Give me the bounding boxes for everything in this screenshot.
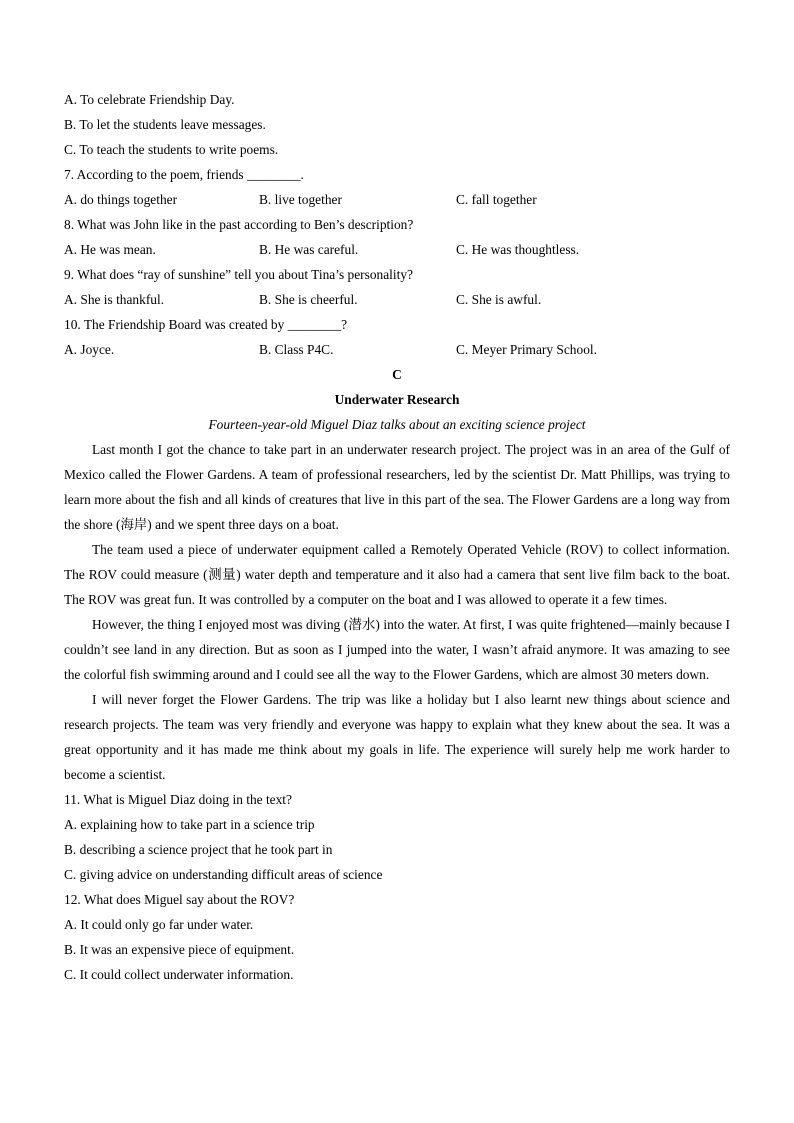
q9-option-c: C. She is awful.	[456, 292, 542, 307]
q11-option-b: B. describing a science project that he took part in	[64, 842, 333, 857]
q12-stem: 12. What does Miguel say about the ROV?	[64, 892, 295, 907]
article-paragraph-2: The team used a piece of underwater equipment called a Remotely Operated Vehicle (ROV) to collect information. The ROV could measure (测量) water depth and temperature and it also had a camera that sent live film back to the boat. The ROV was great fun. It was controlled by a computer on the boat and I was allowed to operate it a few times.	[64, 542, 730, 607]
article-paragraph-1: Last month I got the chance to take part in an underwater research project. The project was in an area of the Gulf of Mexico called the Flower Gardens. A team of professional researchers, led by the scientist Dr. Matt Phillips, was trying to learn more about the fish and all kinds of creatures that live in this part of the sea. The Flower Gardens are a long way from the shore (海岸) and we spent three days on a boat.	[64, 442, 730, 532]
q8-option-a: A. He was mean.	[64, 242, 156, 257]
q8-option-c: C. He was thoughtless.	[456, 242, 580, 257]
q10-option-a: A. Joyce.	[64, 342, 115, 357]
q9-stem: 9. What does “ray of sunshine” tell you about Tina’s personality?	[64, 267, 413, 282]
q7-option-c: C. fall together	[456, 192, 537, 207]
q12-option-a: A. It could only go far under water.	[64, 917, 254, 932]
q7-options	[64, 187, 730, 212]
q10-option-b: B. Class P4C.	[259, 342, 334, 357]
article-subtitle: Fourteen-year-old Miguel Diaz talks about an exciting science project	[208, 417, 586, 432]
q8-stem: 8. What was John like in the past according to Ben’s description?	[64, 217, 414, 232]
q11-option-a: A. explaining how to take part in a science trip	[64, 817, 315, 832]
q9-option-b: B. She is cheerful.	[259, 292, 358, 307]
q9-option-a: A. She is thankful.	[64, 292, 165, 307]
q6-option-c: C. To teach the students to write poems.	[64, 142, 279, 157]
q12-option-b: B. It was an expensive piece of equipment.	[64, 942, 295, 957]
q7-option-b: B. live together	[259, 192, 342, 207]
q8-option-b: B. He was careful.	[259, 242, 359, 257]
document-page	[64, 87, 730, 987]
article-paragraph-3: However, the thing I enjoyed most was diving (潜水) into the water. At first, I was quite frightened—mainly because I couldn’t see land in any direction. But as soon as I jumped into the water, I wasn’t afraid anymore. It was amazing to see the colorful fish swimming around and I could see all the way to the Flower Gardens, which are almost 30 meters down.	[64, 617, 730, 682]
q10-options	[64, 337, 730, 362]
q8-options	[64, 237, 730, 262]
q7-option-a: A. do things together	[64, 192, 178, 207]
q6-option-a: A. To celebrate Friendship Day.	[64, 92, 235, 107]
section-letter: C	[392, 367, 402, 382]
q10-stem: 10. The Friendship Board was created by ________?	[64, 317, 348, 332]
article-paragraph-4: I will never forget the Flower Gardens. The trip was like a holiday but I also learnt new things about science and research projects. The team was very friendly and everyone was happy to explain what they knew about the sea. It was a great opportunity and it has made me think about my goals in life. The experience will surely help me work harder to become a scientist.	[64, 692, 730, 782]
q6-option-b: B. To let the students leave messages.	[64, 117, 266, 132]
q9-options	[64, 287, 730, 312]
q11-stem: 11. What is Miguel Diaz doing in the text?	[64, 792, 292, 807]
q7-stem: 7. According to the poem, friends ________.	[64, 167, 304, 182]
q12-option-c: C. It could collect underwater information.	[64, 967, 294, 982]
q10-option-c: C. Meyer Primary School.	[456, 342, 597, 357]
article-title: Underwater Research	[334, 392, 460, 407]
q11-option-c: C. giving advice on understanding difficult areas of science	[64, 867, 383, 882]
